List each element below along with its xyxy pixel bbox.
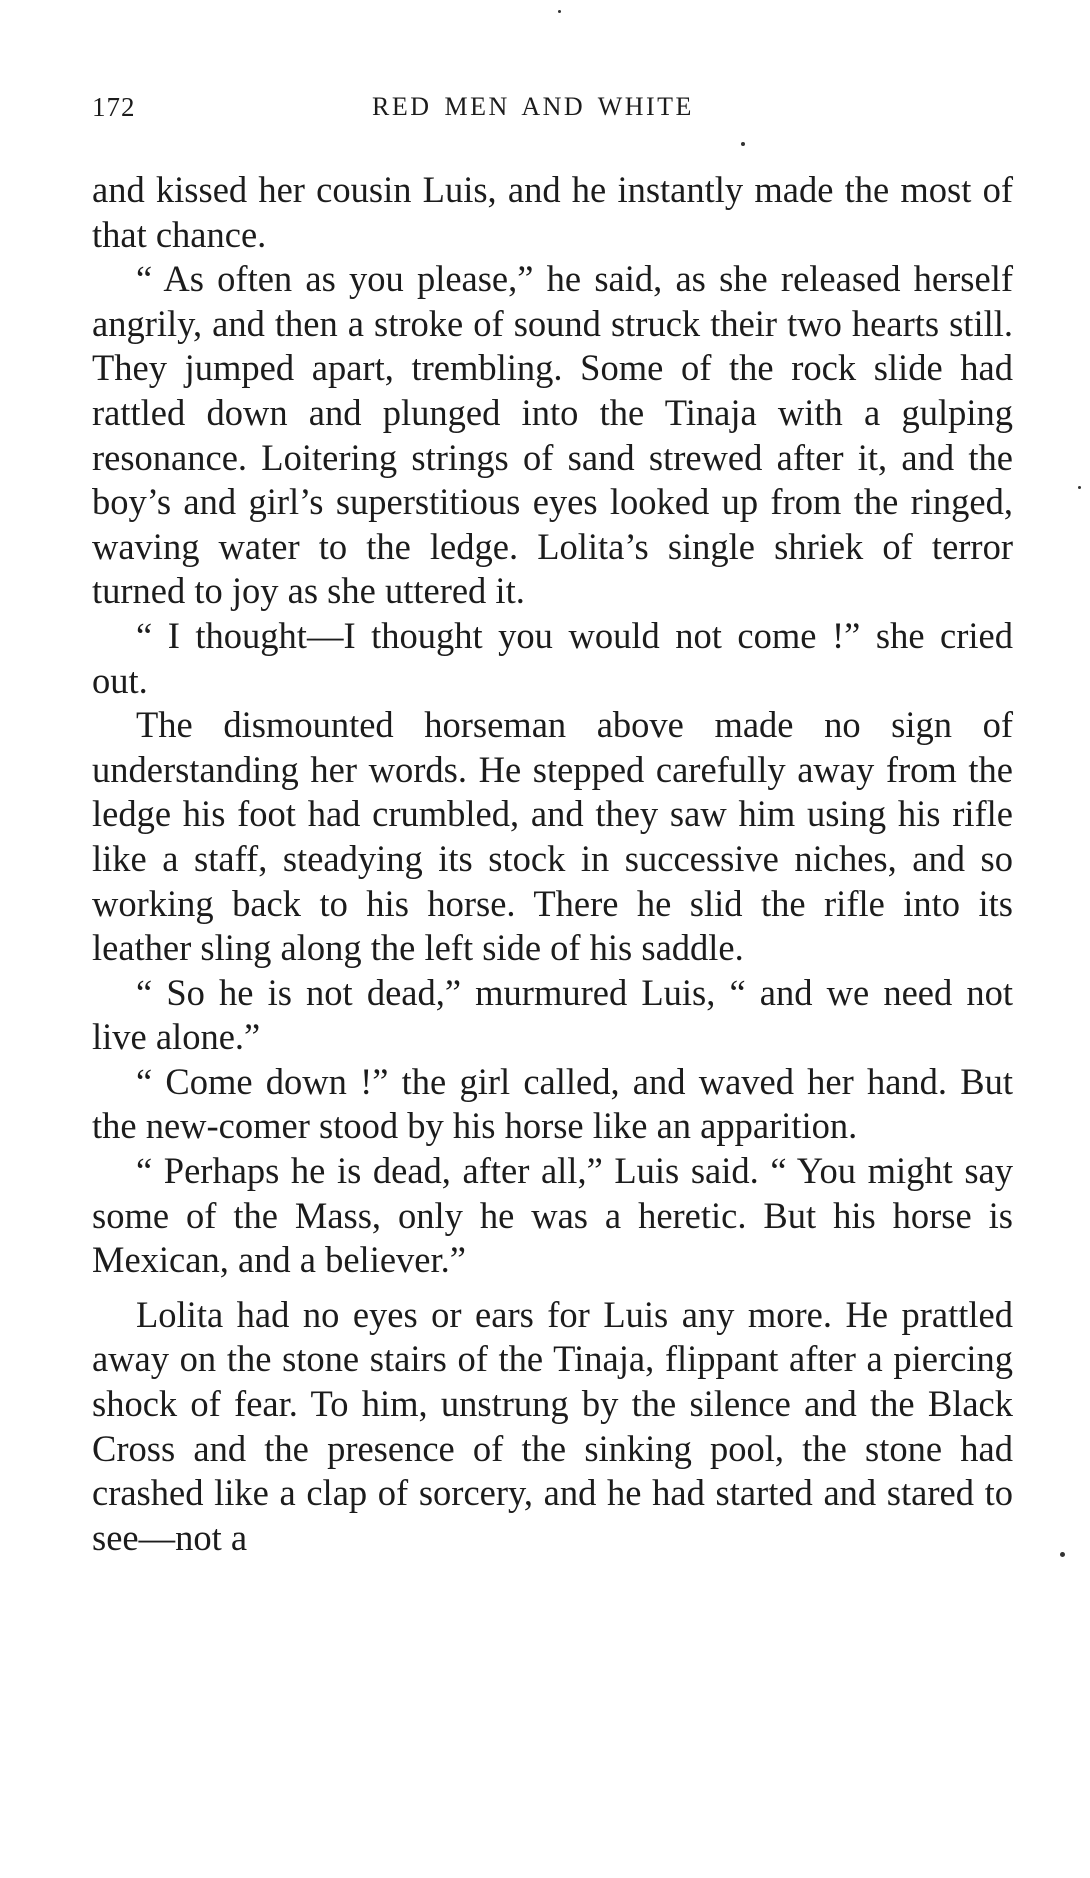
paragraph-2: “ As often as you please,” he said, as she released herself angrily, and then a stroke of sound struck their two hearts still. They jumped apart, trembling. Some of the rock slide had rattled down and plunged into the Tinaja with a gulping resonance. Loitering strings of sand strewed after it, and the boy’s and girl’s superstitious eyes looked up from the ringed, waving water to the ledge. Lolita’s single shriek of terror turned to joy as she uttered it. <box>92 258 1013 612</box>
paragraph-3: “ I thought—I thought you would not come !” she cried out. <box>92 614 1013 701</box>
page-header <box>92 92 1012 132</box>
print-speck-lower-margin <box>1060 1552 1065 1557</box>
paragraph-6: “ Come down !” the girl called, and waved her hand. But the new-comer stood by his horse like an apparition. <box>92 1060 1013 1147</box>
paragraph-8: Lolita had no eyes or ears for Luis any more. He prattled away on the stone stairs of the Tinaja, flippant after a piercing shock of fear. To him, unstrung by the silence and the Black Cross and the presence of the sinking pool, the stone had crashed like a clap of sorcery, and he had started and stared to see—not a <box>92 1293 1013 1558</box>
paragraph-1: and kissed her cousin Luis, and he instantly made the most of that chance. <box>92 169 1013 255</box>
page-number: 172 <box>92 92 136 122</box>
print-speck-top <box>558 10 561 13</box>
paragraph-7: “ Perhaps he is dead, after all,” Luis said. “ You might say some of the Mass, only he was a heretic. But his horse is Mexican, and a believer.” <box>92 1150 1013 1281</box>
paragraph-5: “ So he is not dead,” murmured Luis, “ and we need not live alone.” <box>92 971 1013 1058</box>
print-speck-right-margin <box>1078 486 1081 489</box>
running-title: RED MEN AND WHITE <box>372 92 694 121</box>
print-speck-header <box>741 142 745 146</box>
body-text <box>92 168 1013 1560</box>
paragraph-4: The dismounted horseman above made no sign of understanding her words. He stepped carefully away from the ledge his foot had crumbled, and they saw him using his rifle like a staff, steadying its stock in successive niches, and so working back to his horse. There he slid the rifle into its leather sling along the left side of his saddle. <box>92 704 1013 969</box>
